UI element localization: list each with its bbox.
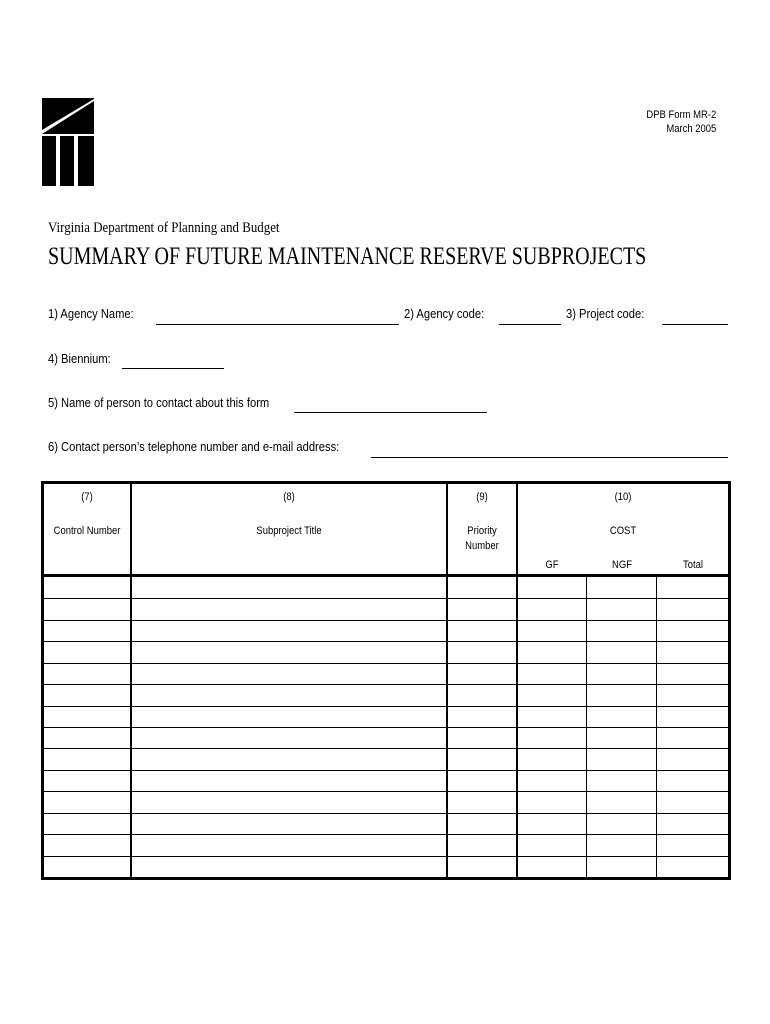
priority-number-col-number: (9) bbox=[476, 491, 488, 503]
table-row[interactable] bbox=[44, 791, 728, 813]
contact-info-field[interactable] bbox=[371, 457, 728, 458]
form-number: DPB Form MR-2 bbox=[646, 109, 716, 121]
subproject-title-col-number: (8) bbox=[283, 491, 295, 503]
agency-code-label: 2) Agency code: bbox=[404, 306, 485, 321]
table-row[interactable] bbox=[44, 834, 728, 856]
table-row[interactable] bbox=[44, 620, 728, 642]
subproject-title-col-label: Subproject Title bbox=[256, 525, 322, 537]
project-code-field[interactable] bbox=[662, 324, 728, 325]
table-row[interactable] bbox=[44, 663, 728, 685]
table-row[interactable] bbox=[44, 856, 728, 878]
agency-name-field[interactable] bbox=[156, 324, 399, 325]
table-row[interactable] bbox=[44, 770, 728, 792]
cost-col-label: COST bbox=[609, 525, 637, 537]
table-row[interactable] bbox=[44, 727, 728, 749]
table-row[interactable] bbox=[44, 577, 728, 598]
subprojects-table bbox=[41, 481, 731, 880]
organization-name: Virginia Department of Planning and Budget bbox=[48, 220, 280, 236]
table-row[interactable] bbox=[44, 706, 728, 728]
agency-name-label: 1) Agency Name: bbox=[48, 306, 134, 321]
form-title: SUMMARY OF FUTURE MAINTENANCE RESERVE SUBPROJECTS bbox=[48, 243, 647, 270]
table-row[interactable] bbox=[44, 684, 728, 706]
biennium-field[interactable] bbox=[122, 368, 224, 369]
control-number-col-number: (7) bbox=[81, 491, 93, 503]
table-row[interactable] bbox=[44, 813, 728, 835]
contact-info-label: 6) Contact person’s telephone number and e-mail address: bbox=[48, 439, 340, 454]
cost-col-number: (10) bbox=[614, 491, 632, 503]
cost-ngf-label: NGF bbox=[612, 559, 632, 571]
contact-name-field[interactable] bbox=[294, 412, 487, 413]
cost-gf-label: GF bbox=[545, 559, 559, 571]
table-row[interactable] bbox=[44, 641, 728, 663]
table-row[interactable] bbox=[44, 748, 728, 770]
biennium-label: 4) Biennium: bbox=[48, 351, 111, 366]
table-row[interactable] bbox=[44, 598, 728, 620]
agency-code-field[interactable] bbox=[499, 324, 561, 325]
form-identifier bbox=[646, 108, 716, 136]
control-number-col-label: Control Number bbox=[53, 525, 121, 537]
contact-name-label: 5) Name of person to contact about this form bbox=[48, 395, 270, 410]
dpb-logo-icon bbox=[42, 98, 94, 186]
cost-total-label: Total bbox=[683, 559, 703, 571]
priority-number-col-label: Priority Number bbox=[465, 525, 499, 552]
form-date: March 2005 bbox=[666, 123, 716, 135]
project-code-label: 3) Project code: bbox=[566, 306, 645, 321]
